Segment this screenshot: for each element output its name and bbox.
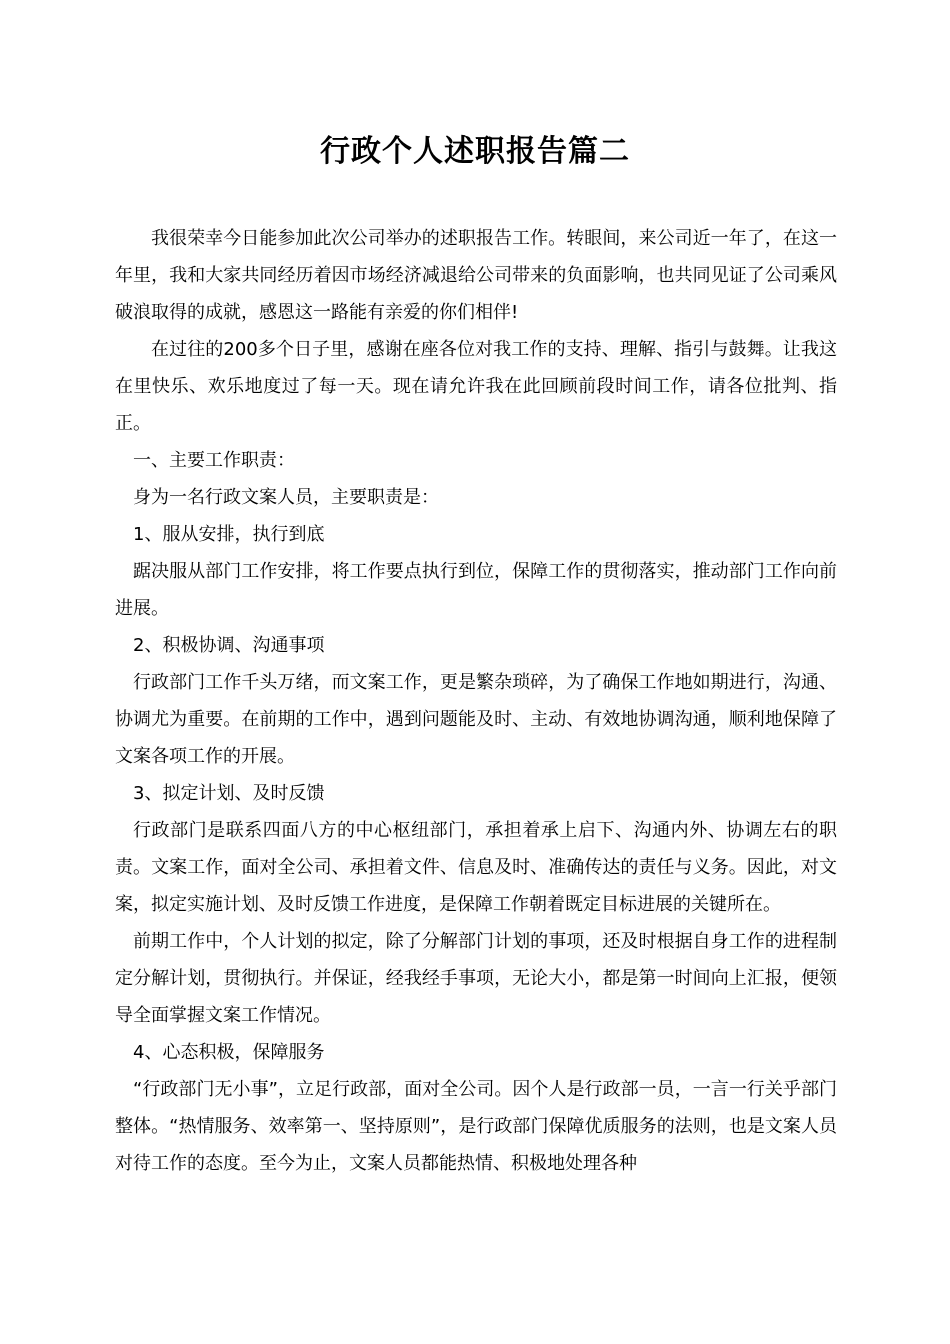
subheading-1: 1、服从安排，执行到底 <box>133 524 325 545</box>
paragraph-intro: 我很荣幸今日能参加此次公司举办的述职报告工作。转眼间，来公司近一年了，在这一年里，我和大家共同经历着因市场经济减退给公司带来的负面影响，也共同见证了公司乘风破浪取得的成就，感恩这一路能有亲爱的你们相伴! <box>115 228 837 323</box>
paragraph-3: 行政部门是联系四面八方的中心枢纽部门，承担着承上启下、沟通内外、协调左右的职责。文案工作，面对全公司、承担着文件、信息及时、准确传达的责任与义务。因此，对文案，拟定实施计划、及时反馈工作进度，是保障工作朝着既定目标进展的关键所在。 <box>115 820 837 915</box>
section-heading-duties: 一、主要工作职责： <box>133 450 295 471</box>
paragraph-thanks: 在过往的200多个日子里，感谢在座各位对我工作的支持、理解、指引与鼓舞。让我这在里快乐、欢乐地度过了每一天。现在请允许我在此回顾前段时间工作，请各位批判、指正。 <box>115 339 837 434</box>
paragraph-4: “行政部门无小事”，立足行政部，面对全公司。因个人是行政部一员，一言一行关乎部门整体。“热情服务、效率第一、坚持原则”，是行政部门保障优质服务的法则，也是文案人员对待工作的态度。至今为止，文案人员都能热情、积极地处理各种 <box>115 1079 837 1174</box>
document-body <box>115 220 837 1182</box>
paragraph-role: 身为一名行政文案人员，主要职责是： <box>133 487 439 508</box>
paragraph-2: 行政部门工作千头万绪，而文案工作，更是繁杂琐碎，为了确保工作地如期进行，沟通、协调尤为重要。在前期的工作中，遇到问题能及时、主动、有效地协调沟通，顺利地保障了文案各项工作的开展。 <box>115 672 837 767</box>
paragraph-1: 踞决服从部门工作安排，将工作要点执行到位，保障工作的贯彻落实，推动部门工作向前进展。 <box>115 561 837 619</box>
subheading-3: 3、拟定计划、及时反馈 <box>133 783 325 804</box>
subheading-4: 4、心态积极，保障服务 <box>133 1042 325 1063</box>
subheading-2: 2、积极协调、沟通事项 <box>133 635 325 656</box>
paragraph-3b: 前期工作中，个人计划的拟定，除了分解部门计划的事项，还及时根据自身工作的进程制定分解计划，贯彻执行。并保证，经我经手事项，无论大小，都是第一时间向上汇报，便领导全面掌握文案工作情况。 <box>115 931 837 1026</box>
document-title: 行政个人述职报告篇二 <box>320 134 630 169</box>
